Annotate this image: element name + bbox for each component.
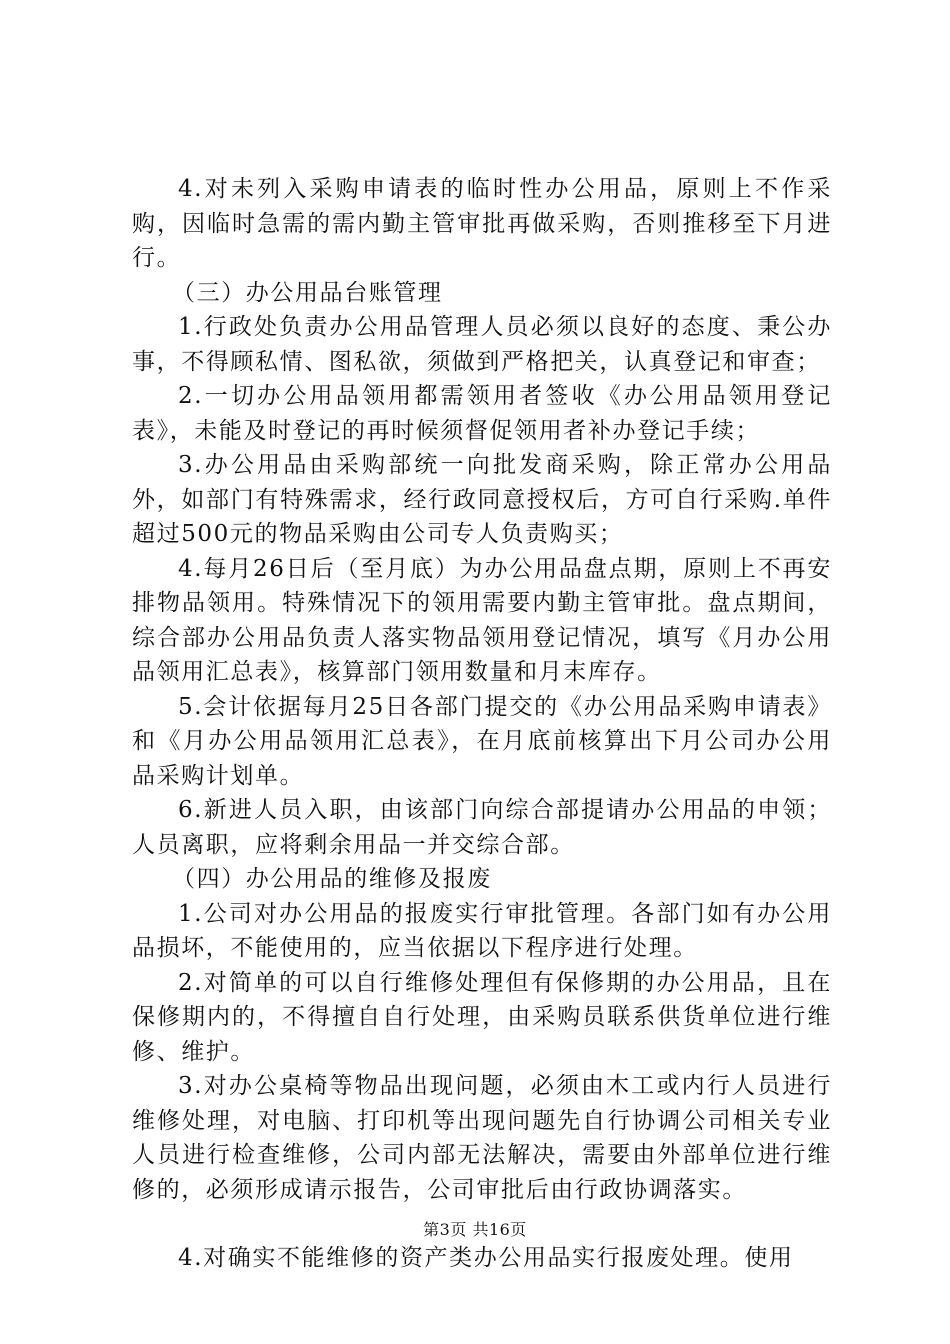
page-number-footer: 第3页 共16页	[423, 1220, 527, 1239]
paragraph-ledger-3: 3.办公用品由采购部统一向批发商采购，除正常办公用品外，如部门有特殊需求，经行政同意授权后，方可自行采购.单件超过500元的物品采购由公司专人负责购买；	[132, 452, 832, 547]
paragraph-ledger-5: 5.会计依据每月25日各部门提交的《办公用品采购申请表》和《月办公用品领用汇总表》，在月底前核算出下月公司办公用品采购计划单。	[132, 693, 832, 789]
section-heading-repair-scrap: （四）办公用品的维修及报废	[172, 866, 492, 892]
paragraph-ledger-6: 6.新进人员入职，由该部门向综合部提请办公用品的申领；人员离职，应将剩余用品一并交综合部。	[132, 797, 832, 858]
paragraph-repair-3: 3.对办公桌椅等物品出现问题，必须由木工或内行人员进行维修处理，对电脑、打印机等出现问题先自行协调公司相关专业人员进行检查维修，公司内部无法解决，需要由外部单位进行维修的，必须形成请示报告，公司审批后由行政协调落实。	[132, 1073, 832, 1203]
paragraph-item-4-procurement: 4.对未列入采购申请表的临时性办公用品，原则上不作采购，因临时急需的需内勤主管审批再做采购，否则推移至下月进行。	[132, 176, 832, 271]
paragraph-ledger-1: 1.行政处负责办公用品管理人员必须以良好的态度、秉公办事，不得顾私情、图私欲，须做到严格把关，认真登记和审查；	[132, 314, 832, 375]
paragraph-repair-2: 2.对简单的可以自行维修处理但有保修期的办公用品，且在保修期内的，不得擅自自行处理，由采购员联系供货单位进行维修、维护。	[132, 969, 832, 1065]
paragraph-repair-4: 4.对确实不能维修的资产类办公用品实行报废处理。使用	[178, 1245, 794, 1271]
section-heading-ledger-management: （三）办公用品台账管理	[172, 279, 443, 306]
paragraph-repair-1: 1.公司对办公用品的报废实行审批管理。各部门如有办公用品损坏，不能使用的，应当依据以下程序进行处理。	[132, 900, 832, 961]
paragraph-ledger-4: 4.每月26日后（至月底）为办公用品盘点期，原则上不再安排物品领用。特殊情况下的领用需要内勤主管审批。盘点期间，综合部办公用品负责人落实物品领用登记情况，填写《月办公用品领用汇总表》，核算部门领用数量和月末库存。	[132, 555, 832, 685]
document-body	[132, 172, 832, 1276]
paragraph-ledger-2: 2.一切办公用品领用都需领用者签收《办公用品领用登记表》，未能及时登记的再时候须督促领用者补办登记手续；	[132, 383, 832, 444]
